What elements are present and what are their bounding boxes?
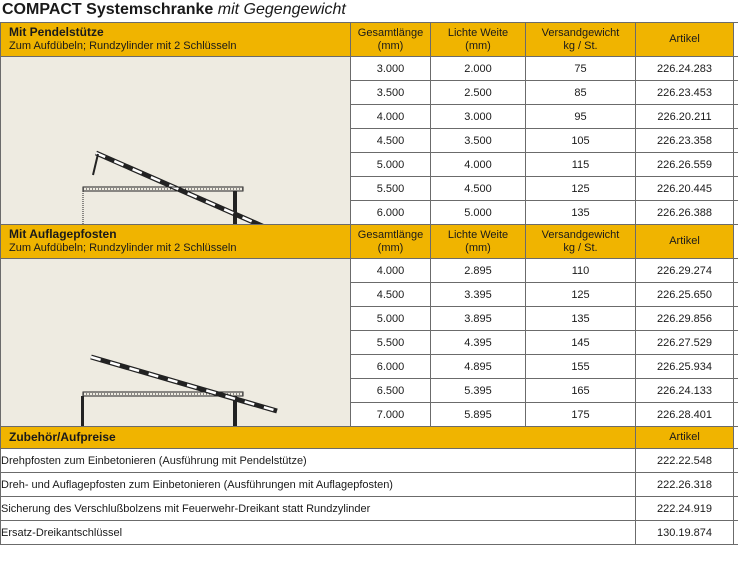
edge-cell — [734, 307, 738, 331]
cell-weight: 165 — [526, 379, 636, 403]
edge-cell — [734, 283, 738, 307]
section1-col-weight: Versandgewicht kg / St. — [526, 23, 636, 57]
section1-subtitle: Zum Aufdübeln; Rundzylinder mit 2 Schlüsseln — [9, 40, 237, 52]
cell-width: 4.895 — [431, 355, 526, 379]
cell-article: 226.25.650 — [636, 283, 734, 307]
cell-length: 5.500 — [351, 177, 431, 201]
cell-width: 2.895 — [431, 259, 526, 283]
cell-width: 5.895 — [431, 403, 526, 427]
section2-col-width: Lichte Weite (mm) — [431, 225, 526, 259]
title-subtitle: mit Gegengewicht — [217, 1, 346, 18]
cell-weight: 105 — [526, 129, 636, 153]
cell-length: 6.000 — [351, 201, 431, 225]
cell-length: 4.000 — [351, 259, 431, 283]
barrier-auflagepfosten-image-drawing — [1, 259, 351, 427]
cell-width: 4.500 — [431, 177, 526, 201]
edge-cell — [734, 81, 738, 105]
edge-cell — [734, 331, 738, 355]
cell-article: 226.27.529 — [636, 331, 734, 355]
accessory-description: Ersatz-Dreikantschlüssel — [1, 521, 636, 545]
accessory-row — [1, 473, 738, 497]
section1-title: Mit Pendelstütze — [9, 25, 104, 39]
cell-weight: 135 — [526, 307, 636, 331]
barrier-pendelstuetze-image-drawing — [1, 57, 351, 225]
cell-weight: 125 — [526, 283, 636, 307]
cell-article: 226.28.401 — [636, 403, 734, 427]
accessories-col-article: Artikel — [636, 427, 734, 449]
edge-cell — [734, 105, 738, 129]
cell-weight: 110 — [526, 259, 636, 283]
edge-cell — [734, 379, 738, 403]
cell-article: 226.25.934 — [636, 355, 734, 379]
cell-weight: 175 — [526, 403, 636, 427]
cell-weight: 145 — [526, 331, 636, 355]
cell-weight: 85 — [526, 81, 636, 105]
cell-article: 226.29.274 — [636, 259, 734, 283]
accessories-title — [1, 427, 636, 449]
accessory-description: Sicherung des Verschlußbolzens mit Feuerwehr-Dreikant statt Rundzylinder — [1, 497, 636, 521]
section2-subtitle: Zum Aufdübeln; Rundzylinder mit 2 Schlüsseln — [9, 242, 237, 254]
cell-article: 226.26.559 — [636, 153, 734, 177]
cell-width: 2.500 — [431, 81, 526, 105]
cell-length: 4.000 — [351, 105, 431, 129]
cell-length: 3.500 — [351, 81, 431, 105]
edge-cell — [734, 57, 738, 81]
cell-article: 226.24.133 — [636, 379, 734, 403]
section2-col-length: Gesamtlänge (mm) — [351, 225, 431, 259]
page-title — [2, 0, 346, 20]
cell-length: 3.000 — [351, 57, 431, 81]
cell-length: 7.000 — [351, 403, 431, 427]
edge-cell — [734, 225, 738, 259]
edge-cell — [734, 23, 738, 57]
cell-length: 5.500 — [351, 331, 431, 355]
cell-article: 226.26.388 — [636, 201, 734, 225]
barrier-pendelstuetze-image — [1, 57, 351, 225]
cell-width: 3.895 — [431, 307, 526, 331]
accessory-row — [1, 521, 738, 545]
edge-cell — [734, 153, 738, 177]
edge-cell — [734, 427, 738, 449]
cell-weight: 125 — [526, 177, 636, 201]
cell-article: 226.23.453 — [636, 81, 734, 105]
cell-weight: 75 — [526, 57, 636, 81]
cell-article: 226.24.283 — [636, 57, 734, 81]
cell-width: 4.395 — [431, 331, 526, 355]
edge-cell — [734, 355, 738, 379]
cell-length: 4.500 — [351, 283, 431, 307]
cell-length: 6.500 — [351, 379, 431, 403]
section1-header-row — [1, 23, 738, 57]
table-row — [1, 57, 738, 81]
edge-cell — [734, 473, 738, 497]
edge-cell — [734, 521, 738, 545]
cell-length: 5.000 — [351, 153, 431, 177]
edge-cell — [734, 497, 738, 521]
cell-width: 3.500 — [431, 129, 526, 153]
accessory-row — [1, 449, 738, 473]
accessory-article: 130.19.874 — [636, 521, 734, 545]
cell-width: 2.000 — [431, 57, 526, 81]
accessory-article: 222.26.318 — [636, 473, 734, 497]
accessory-description: Drehpfosten zum Einbetonieren (Ausführung mit Pendelstütze) — [1, 449, 636, 473]
cell-article: 226.29.856 — [636, 307, 734, 331]
cell-width: 5.000 — [431, 201, 526, 225]
cell-length: 4.500 — [351, 129, 431, 153]
edge-cell — [734, 177, 738, 201]
cell-article: 226.23.358 — [636, 129, 734, 153]
accessories-header-row — [1, 427, 738, 449]
cell-article: 226.20.211 — [636, 105, 734, 129]
section2-col-article: Artikel — [636, 225, 734, 259]
section2-title: Mit Auflagepfosten — [9, 227, 117, 241]
edge-cell — [734, 403, 738, 427]
cell-length: 5.000 — [351, 307, 431, 331]
edge-cell — [734, 449, 738, 473]
accessories-title-text: Zubehör/Aufpreise — [9, 429, 116, 444]
edge-cell — [734, 259, 738, 283]
edge-cell — [734, 201, 738, 225]
section1-col-article: Artikel — [636, 23, 734, 57]
section1-col-width: Lichte Weite (mm) — [431, 23, 526, 57]
section2-header — [1, 225, 351, 259]
product-table — [0, 22, 738, 545]
section1-header — [1, 23, 351, 57]
accessory-article: 222.24.919 — [636, 497, 734, 521]
cell-weight: 155 — [526, 355, 636, 379]
barrier-auflagepfosten-image — [1, 259, 351, 427]
accessory-row — [1, 497, 738, 521]
cell-article: 226.20.445 — [636, 177, 734, 201]
section2-col-weight: Versandgewicht kg / St. — [526, 225, 636, 259]
accessory-description: Dreh- und Auflagepfosten zum Einbetonieren (Ausführungen mit Auflagepfosten) — [1, 473, 636, 497]
section2-header-row — [1, 225, 738, 259]
accessory-article: 222.22.548 — [636, 449, 734, 473]
cell-weight: 95 — [526, 105, 636, 129]
cell-width: 3.395 — [431, 283, 526, 307]
cell-weight: 115 — [526, 153, 636, 177]
cell-width: 4.000 — [431, 153, 526, 177]
cell-weight: 135 — [526, 201, 636, 225]
cell-width: 5.395 — [431, 379, 526, 403]
section1-col-length: Gesamtlänge (mm) — [351, 23, 431, 57]
title-brand: COMPACT Systemschranke — [2, 1, 214, 18]
table-row — [1, 259, 738, 283]
cell-width: 3.000 — [431, 105, 526, 129]
edge-cell — [734, 129, 738, 153]
cell-length: 6.000 — [351, 355, 431, 379]
